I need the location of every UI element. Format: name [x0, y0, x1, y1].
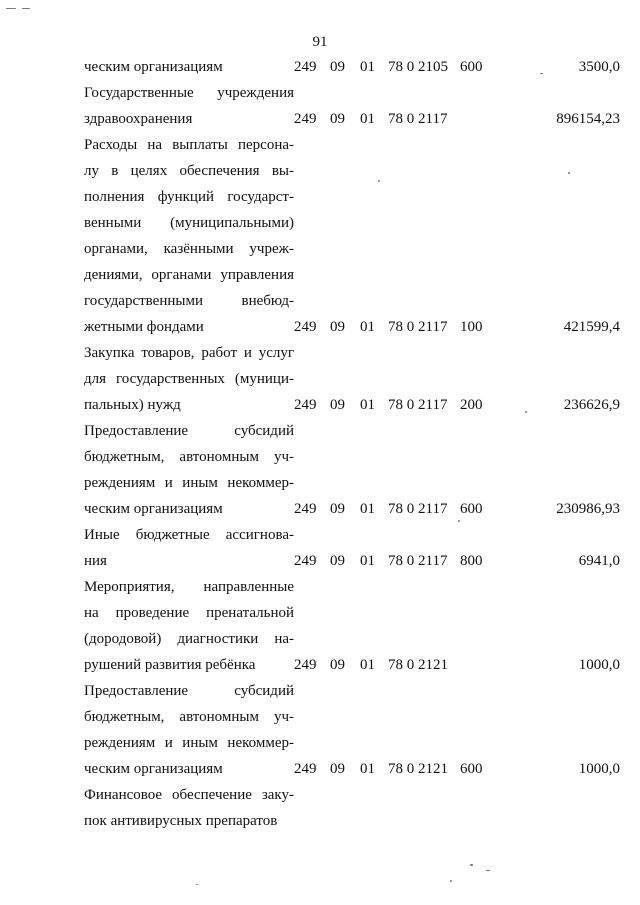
table-row [84, 574, 620, 678]
cell-csr: 78 0 2117 [388, 553, 448, 569]
table-row [84, 80, 620, 132]
page-number: 91 [312, 34, 328, 50]
cell-vr [460, 782, 530, 834]
cell-rz: 09 [330, 501, 345, 517]
cell-pr: 01 [360, 397, 375, 413]
cell-pr: 01 [360, 319, 375, 335]
scan-speck [470, 864, 473, 866]
cell-amount: 1000,0 [578, 761, 620, 777]
table-row [84, 54, 620, 80]
row-name-line: здравоохранения [84, 111, 193, 127]
cell-vr [460, 574, 530, 678]
scan-speck [6, 8, 16, 9]
cell-amount: 896154,23 [556, 111, 620, 127]
row-name-line: для государственных (муници- [84, 371, 294, 387]
cell-grbs: 249 [294, 59, 317, 75]
scan-speck [22, 8, 30, 9]
row-name-line: на проведение пренатальной [84, 605, 294, 621]
row-name-line: Закупка товаров, работ и услуг [84, 345, 294, 361]
cell-pr: 01 [360, 59, 375, 75]
row-name [84, 782, 294, 834]
cell-pr: 01 [360, 553, 375, 569]
cell-grbs: 249 [294, 319, 317, 335]
row-name-line: бюджетным, автономным уч- [84, 449, 294, 465]
scan-speck [486, 870, 490, 871]
row-name-line: жетными фондами [84, 319, 204, 335]
cell-amount: 230986,93 [556, 501, 620, 517]
row-name-line: ческим организациям [84, 59, 223, 75]
scan-speck [525, 411, 527, 413]
row-name-line: рушений развития ребёнка [84, 657, 256, 673]
cell-vr [460, 80, 530, 132]
row-name-line: дениями, органами управления [84, 267, 294, 283]
cell-csr: 78 0 2105 [388, 59, 448, 75]
cell-csr: 78 0 2121 [388, 657, 448, 673]
table-row [84, 418, 620, 522]
row-name [84, 574, 294, 678]
cell-grbs [294, 782, 330, 834]
row-name [84, 132, 294, 340]
cell-rz: 09 [330, 111, 345, 127]
cell-rz: 09 [330, 657, 345, 673]
scan-speck [458, 520, 460, 522]
cell-grbs: 249 [294, 657, 317, 673]
row-name-line: венными (муниципальными) [84, 215, 294, 231]
row-name [84, 522, 294, 574]
cell-amount [530, 782, 620, 834]
cell-csr [388, 782, 460, 834]
cell-pr: 01 [360, 111, 375, 127]
row-name [84, 678, 294, 782]
row-name-line: пок антивирусных препаратов [84, 813, 278, 829]
row-name [84, 340, 294, 418]
row-name-line: реждениям и иным некоммер- [84, 475, 294, 491]
row-name [84, 54, 294, 80]
scan-speck [540, 73, 543, 74]
cell-grbs: 249 [294, 111, 317, 127]
cell-amount: 1000,0 [578, 657, 620, 673]
table-row [84, 782, 620, 834]
cell-pr: 01 [360, 761, 375, 777]
cell-rz: 09 [330, 59, 345, 75]
cell-csr: 78 0 2117 [388, 319, 448, 335]
row-name-line: Расходы на выплаты персона- [84, 137, 294, 153]
scan-speck [568, 172, 570, 174]
cell-rz: 09 [330, 319, 345, 335]
cell-amount: 421599,4 [563, 319, 620, 335]
row-name-line: полнения функций государст- [84, 189, 294, 205]
row-name-line: (дородовой) диагностики на- [84, 631, 294, 647]
table-row [84, 522, 620, 574]
scan-speck [196, 884, 198, 885]
table-row [84, 132, 620, 340]
row-name-line: ческим организациям [84, 761, 223, 777]
cell-vr: 600 [460, 761, 483, 777]
row-name-line: ния [84, 553, 107, 569]
row-name-line: Иные бюджетные ассигнова- [84, 527, 294, 543]
cell-rz: 09 [330, 761, 345, 777]
cell-rz: 09 [330, 397, 345, 413]
table-row [84, 340, 620, 418]
cell-amount: 6941,0 [578, 553, 620, 569]
cell-csr: 78 0 2117 [388, 501, 448, 517]
row-name-line: Финансовое обеспечение заку- [84, 787, 294, 803]
cell-grbs: 249 [294, 553, 317, 569]
row-name-line: Государственные учреждения [84, 85, 294, 101]
row-name-line: бюджетным, автономным уч- [84, 709, 294, 725]
cell-rz: 09 [330, 553, 345, 569]
cell-vr: 200 [460, 397, 483, 413]
cell-vr: 800 [460, 553, 483, 569]
cell-pr [360, 782, 388, 834]
row-name-line: Предоставление субсидий [84, 423, 294, 439]
row-name-line: пальных) нужд [84, 397, 181, 413]
cell-pr: 01 [360, 501, 375, 517]
cell-csr: 78 0 2117 [388, 111, 448, 127]
cell-grbs: 249 [294, 397, 317, 413]
cell-rz [330, 782, 360, 834]
row-name [84, 80, 294, 132]
cell-csr: 78 0 2121 [388, 761, 448, 777]
scan-speck [378, 180, 380, 182]
row-name-line: лу в целях обеспечения вы- [84, 163, 294, 179]
table-row [84, 678, 620, 782]
cell-vr: 100 [460, 319, 483, 335]
cell-pr: 01 [360, 657, 375, 673]
cell-grbs: 249 [294, 761, 317, 777]
row-name-line: реждениям и иным некоммер- [84, 735, 294, 751]
cell-vr: 600 [460, 59, 483, 75]
row-name-line: Предоставление субсидий [84, 683, 294, 699]
cell-vr: 600 [460, 501, 483, 517]
cell-amount: 236626,9 [563, 397, 620, 413]
row-name-line: Мероприятия, направленные [84, 579, 294, 595]
cell-csr: 78 0 2117 [388, 397, 448, 413]
row-name-line: государственными внебюд- [84, 293, 294, 309]
cell-amount: 3500,0 [578, 59, 620, 75]
row-name-line: органами, казёнными учреж- [84, 241, 294, 257]
cell-grbs: 249 [294, 501, 317, 517]
row-name-line: ческим организациям [84, 501, 223, 517]
budget-table [84, 54, 620, 834]
budget-table-body [84, 54, 620, 834]
scan-speck [450, 880, 452, 882]
row-name [84, 418, 294, 522]
